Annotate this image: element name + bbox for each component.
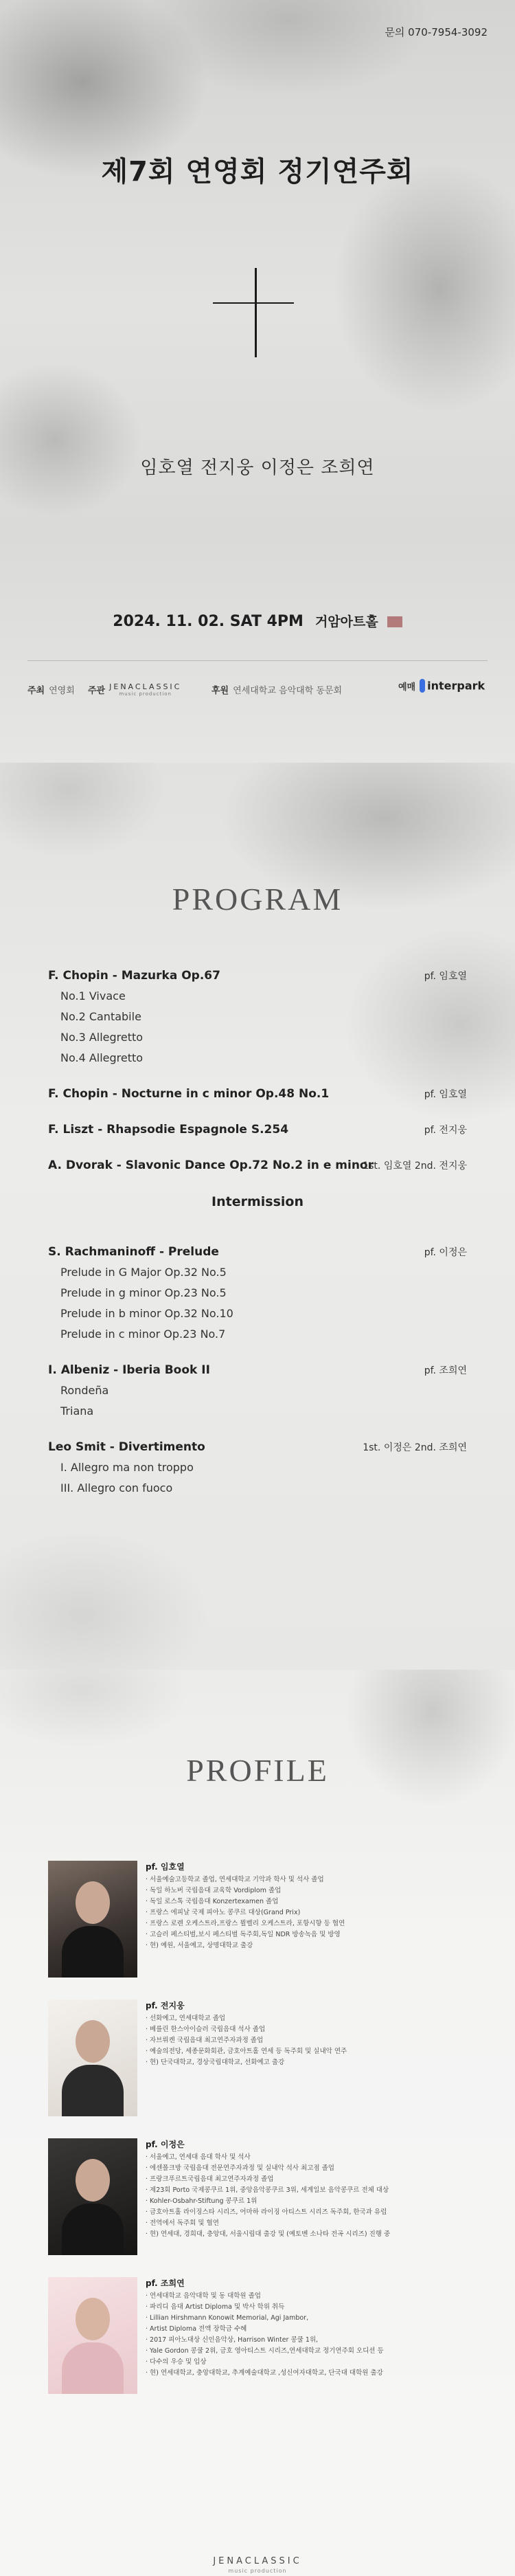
- performer-label: 1st. 임호열 2nd. 전지웅: [363, 1161, 467, 1172]
- movement: [48, 1404, 467, 1425]
- bio-line: · 프랑스 에피날 국제 피아노 콩쿠르 대상(Grand Prix): [146, 1907, 474, 1918]
- bio-line: · Lillian Hirshmann Konowit Memorial, Agi Jambor,: [146, 2313, 474, 2324]
- footer-logo: JENACLASSIC: [213, 2556, 302, 2566]
- program-title: PROGRAM: [172, 882, 343, 917]
- profile-card: [48, 2000, 474, 2116]
- intermission: [48, 1194, 467, 1215]
- movement-text: Prelude in c minor Op.23 No.7: [60, 1328, 226, 1341]
- performer-bio: [146, 2013, 474, 2068]
- movement-text: I. Allegro ma non troppo: [60, 1461, 194, 1474]
- program-item: [48, 969, 467, 989]
- movement: [48, 1051, 467, 1072]
- movement: [48, 1384, 467, 1404]
- movement-text: III. Allegro con fuoco: [60, 1481, 173, 1494]
- sponsor-value: 연세대학교 음악대학 동문회: [233, 686, 343, 696]
- program-item-text: S. Rachmaninoff - Prelude: [48, 1245, 219, 1259]
- credit-host: [27, 683, 75, 696]
- divider: [27, 660, 488, 661]
- movement: [48, 1031, 467, 1051]
- movement-text: No.4 Allegretto: [60, 1051, 144, 1064]
- concert-venue: 거암아트홀: [314, 614, 378, 629]
- bio-line: · 예술의전당, 세종문화회관, 금호아트홀 연세 등 독주회 및 실내악 연주: [146, 2046, 474, 2057]
- jenaclassic-sub: music production: [119, 691, 172, 697]
- movement: [48, 1307, 467, 1328]
- host-value: 연영회: [49, 686, 75, 696]
- movement-text: Triana: [60, 1404, 94, 1418]
- program-list: [48, 969, 467, 1517]
- bio-line: · Artist Diploma 전액 장학금 수혜: [146, 2324, 474, 2335]
- program-item: [48, 1440, 467, 1461]
- program-item: [48, 1123, 467, 1143]
- movement: [48, 989, 467, 1010]
- performer-name: pf. 조희연: [146, 2278, 185, 2288]
- program-item-text: Leo Smit - Divertimento: [48, 1440, 205, 1454]
- movement-text: Prelude in b minor Op.32 No.10: [60, 1307, 233, 1320]
- performer-label: pf. 임호열: [424, 971, 467, 982]
- program-item-text: A. Dvorak - Slavonic Dance Op.72 No.2 in e minor: [48, 1158, 374, 1172]
- sponsor-label: 후원: [211, 686, 229, 696]
- performer-name: pf. 이정은: [146, 2140, 185, 2149]
- performer-name: pf. 임호열: [146, 1862, 185, 1872]
- movement-text: Prelude in G Major Op.32 No.5: [60, 1266, 227, 1279]
- bio-line: · 현) 예원, 서울예고, 상명대학교 출강: [146, 1940, 474, 1951]
- movement: [48, 1286, 467, 1307]
- bio-line: · 독일 하노버 국립음대 교육학 Vordiplom 졸업: [146, 1885, 474, 1896]
- program-item-text: F. Liszt - Rhapsodie Espagnole S.254: [48, 1123, 289, 1136]
- footer-sub: music production: [228, 2568, 287, 2574]
- performer-photo: [48, 2138, 137, 2255]
- program-item-text: F. Chopin - Mazurka Op.67: [48, 969, 220, 983]
- bio-line: · 현) 연세대학교, 충앙대학교, 추계예술대학교 ,성신여자대학교, 단국대 대학원 출강: [146, 2368, 474, 2379]
- bio-line: · 서울예고, 연세대 음대 학사 및 석사: [146, 2152, 474, 2163]
- bio-line: · Kohler-Osbahr-Stiftung 콩쿠르 1위: [146, 2196, 474, 2207]
- performer-name: pf. 전지웅: [146, 2001, 185, 2011]
- movement: [48, 1481, 467, 1502]
- bio-line: · 제23회 Porto 국제콩쿠르 1위, 중앙음악콩쿠르 3위, 세계일보 음악콩쿠르 전체 대상: [146, 2185, 474, 2196]
- concert-title: 제7회 연영회 정기연주회: [101, 156, 414, 188]
- bio-line: · 전역에서 독주회 및 협연: [146, 2218, 474, 2229]
- program-item: [48, 1363, 467, 1384]
- movement: [48, 1010, 467, 1031]
- performer-label: pf. 임호열: [424, 1089, 467, 1100]
- bio-line: · 현) 단국대학교, 경상국립대학교, 선화예고 출강: [146, 2057, 474, 2068]
- program-section: [0, 763, 515, 1670]
- profile-section: [0, 1670, 515, 2576]
- bio-line: · 독일 로스톡 국립음대 Konzertexamen 졸업: [146, 1896, 474, 1907]
- credits-bar: [27, 679, 488, 699]
- host-label: 주최: [27, 686, 45, 696]
- bio-line: · 선화예고, 연세대학교 졸업: [146, 2013, 474, 2024]
- bio-line: · 현) 연세대, 경희대, 충앙대, 서울시립대 출강 및 (예토벤 소나타 전곡 시리즈) 진행 중: [146, 2229, 474, 2240]
- hero-section: [0, 0, 515, 763]
- bio-line: · 금호아트홀 라이징스타 시리즈, 어마하 라이징 아티스트 시리즈 독주회, 한국과 유럽: [146, 2207, 474, 2218]
- ticket-label: 예매: [398, 682, 416, 693]
- credit-organizer: [88, 683, 181, 697]
- performer-photo: [48, 2000, 137, 2116]
- program-item-text: F. Chopin - Nocturne in c minor Op.48 No.1: [48, 1087, 330, 1101]
- profile-card: [48, 2277, 474, 2394]
- movement: [48, 1461, 467, 1481]
- jenaclassic-logo: JENACLASSIC: [109, 682, 182, 691]
- bio-line: · 자브뤼켄 국립음대 최고연주자과정 졸업: [146, 2035, 474, 2046]
- performer-photo: [48, 2277, 137, 2394]
- movement-text: Rondeña: [60, 1384, 109, 1397]
- cross-icon-bar: [213, 302, 294, 304]
- bio-line: · 다수의 우승 및 입상: [146, 2357, 474, 2368]
- performer-bio: [146, 1874, 474, 1951]
- program-item: [48, 1158, 467, 1179]
- bio-line: · 파리디 음대 Artist Diploma 및 박사 학위 취득: [146, 2302, 474, 2313]
- interpark-logo[interactable]: interpark: [427, 679, 485, 693]
- performer-label: pf. 이정은: [424, 1247, 467, 1258]
- bio-line: · 베를린 한스아이슬러 국립음대 석사 졸업: [146, 2024, 474, 2035]
- credit-ticket: [398, 679, 485, 693]
- organizer-label: 주관: [88, 686, 106, 696]
- program-item-text: I. Albeniz - Iberia Book II: [48, 1363, 210, 1377]
- movement: [48, 1328, 467, 1348]
- movement-text: Prelude in g minor Op.23 No.5: [60, 1286, 227, 1299]
- cross-icon: [255, 268, 257, 357]
- credit-sponsor: [211, 683, 342, 696]
- performer-names: 임호열 전지웅 이정은 조희연: [140, 458, 375, 478]
- bio-line: · 2017 피아노대상 신인음악상, Harrison Winter 콩쿨 1위,: [146, 2335, 474, 2346]
- performer-label: pf. 조희연: [424, 1365, 467, 1376]
- bio-line: · 서울예술고등학교 졸업, 연세대학교 기악과 학사 및 석사 졸업: [146, 1874, 474, 1885]
- bio-line: · 프랑스 로렌 오케스트라,프랑스 뮐벨리 오케스트라, 포항시향 등 협연: [146, 1918, 474, 1929]
- bio-line: · 에센폴크방 국립음대 전문연주자과정 및 실내악 석사 최고점 졸업: [146, 2163, 474, 2174]
- performer-label: pf. 전지웅: [424, 1125, 467, 1136]
- program-item: [48, 1245, 467, 1266]
- venue-logo-icon: [387, 616, 402, 627]
- intermission-text: Intermission: [211, 1194, 304, 1209]
- performer-bio: [146, 2152, 474, 2240]
- performer-label: 1st. 이정은 2nd. 조희연: [363, 1442, 467, 1453]
- concert-date: 2024. 11. 02. SAT 4PM: [113, 613, 304, 630]
- movement-text: No.3 Allegretto: [60, 1031, 144, 1044]
- concert-datetime: [0, 612, 515, 630]
- profile-card: [48, 2138, 474, 2255]
- profile-title: PROFILE: [186, 1753, 329, 1788]
- bio-line: · Yale Gordon 콩쿨 2위, 금호 영아티스트 시리즈,연세대학교 정기연주회 오디션 등: [146, 2346, 474, 2357]
- performer-photo: [48, 1861, 137, 1978]
- interpark-icon: [420, 679, 425, 693]
- contact-phone: 문의 070-7954-3092: [385, 26, 488, 38]
- bio-line: · 프랑크푸르트국립음대 최고연주자과정 졸업: [146, 2174, 474, 2185]
- program-item: [48, 1087, 467, 1108]
- bio-line: · 고슬러 페스티벌,보시 페스티벌 독주회,독일 NDR 방송녹음 및 방영: [146, 1929, 474, 1940]
- movement: [48, 1266, 467, 1286]
- bio-line: · 연세대학교 음악대학 및 동 대학원 졸업: [146, 2291, 474, 2302]
- profile-card: [48, 1861, 474, 1978]
- movement-text: No.2 Cantabile: [60, 1010, 141, 1023]
- performer-bio: [146, 2291, 474, 2379]
- movement-text: No.1 Vivace: [60, 989, 126, 1003]
